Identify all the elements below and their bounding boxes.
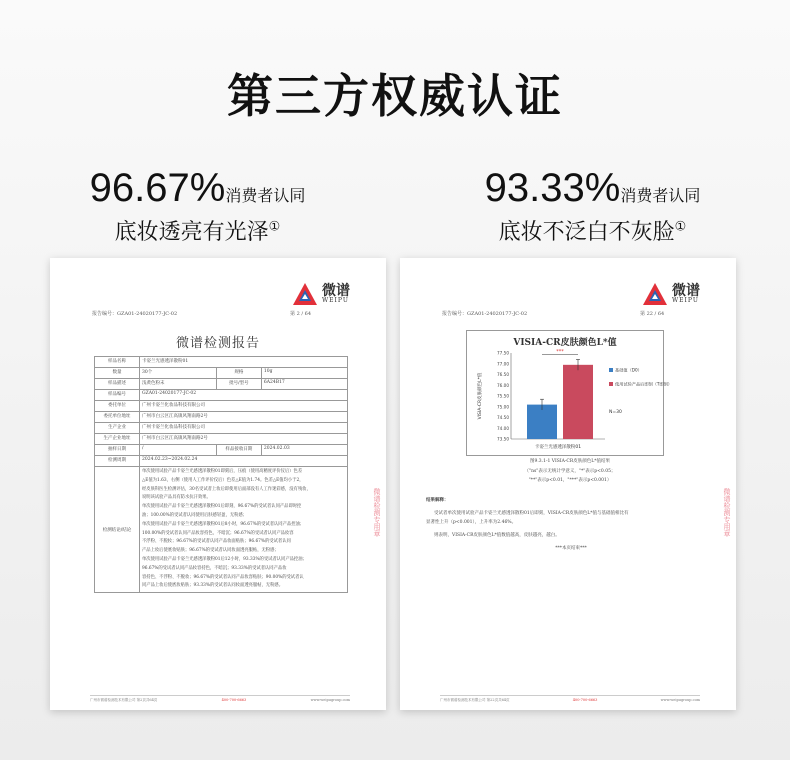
conclusion-line: 容持色、不浮粉、不脱妆；96.67%的受试者认同产品妆容贴肤；90.00%的受试者认 [142,574,304,580]
results-line: 显著性上升（p<0.001），上升率为2.46%。 [426,520,517,525]
page-end-marker: ***本页结束*** [555,546,587,551]
footer-website: www.weipugroup.com [660,698,700,702]
table-key: 样品名称 [95,357,140,368]
table-key: 委托单位 [95,401,140,412]
y-axis-label: VISIA-CR皮肤颜色L*值 [478,372,483,420]
page-title: 第三方权威认证 [227,69,563,123]
conclusion-line: 产品上妆后使底妆贴肤；96.67%的受试者认同妆面透亮服帖，无粉感； [142,548,279,554]
table-value: 10g [261,368,347,379]
table-value: 卡姿兰光感透泽散粉01 [140,357,348,368]
conclusion-line: 单次使用试验产品卡姿兰光感透泽散粉01后12小时，93.33%的受试者认同产品控油； [142,556,307,562]
y-tick-label: 75.50 [497,393,509,399]
footer-company: 广州市微谱检测技术有限公司 第2页共64页 [90,698,158,702]
brand-logo [642,282,700,306]
bar-chart [467,331,672,455]
table-key: 委托单位地址 [95,412,140,423]
table-row [95,379,348,390]
table-row [95,368,348,379]
brand-logo [292,282,350,306]
weipu-logo-icon [642,282,668,306]
significance-label: *** [556,348,564,355]
table-key: 生产企业 [95,423,140,434]
table-key: 抽样日期 [95,445,140,456]
brand-name-en: WEIPU [672,297,699,304]
brand-name-en: WEIPU [322,297,349,304]
table-value: 2024.02.03 [261,445,347,456]
stat-percent: 93.33% [484,166,621,210]
table-row [95,423,348,434]
table-value: 2024.02.23~2024.02.24 [140,456,348,467]
report-page-right [400,258,736,710]
brand-name-cn: 微谱 [322,283,350,299]
results-line: 则表明，VISIA-CR皮肤颜色L*值数值越高，皮肤越亮，越白。 [434,533,560,538]
table-value: 广州卡姿兰化妆品科技有限公司 [140,401,348,412]
table-key: 样品接收日期 [216,445,261,456]
legend-label: 使用试验产品后即刻（T即刻） [615,381,672,387]
chart-caption: 图9.3.1-1 VISIA-CR皮肤颜色L*值结果 [530,459,610,464]
report-page-number: 第 22 / 64 [640,311,665,317]
report-footer [90,695,350,703]
legend-label: 基础值（D0） [615,367,642,373]
sample-size-label: N=30 [609,410,622,415]
footer-phone: 400-700-6663 [572,698,598,702]
table-value: 广州卡姿兰化妆品科技有限公司 [140,423,348,434]
y-tick-label: 77.50 [497,350,509,356]
table-key: 数量 [95,368,140,379]
table-value: 广州市白云区江高镇风翔南路2号 [140,434,348,445]
y-tick-label: 74.50 [497,415,509,420]
report-number: 报告编号：GZA01-24020177-JC-02 [92,311,178,317]
seal-stamp: 微谱检测专用章 [723,488,731,537]
y-tick-label: 76.50 [497,372,509,377]
conclusion-line: 100.00%的受试者认同产品妆容持色，不暗沉；96.67%的受试者认同产品妆容 [142,530,294,536]
table-row [95,467,348,593]
stat-right [395,165,790,246]
table-key: 规格 [216,368,261,379]
chart-frame [466,330,672,456]
y-tick-label: 74.00 [497,425,509,431]
conclusion-line: 单次使用试验产品卡姿兰光感透泽散粉01即刻后，压痕（使用高精度评价仪后）色差 [142,469,303,474]
report-number: 报告编号：GZA01-24020177-JC-02 [442,311,528,317]
y-tick-label: 73.50 [497,436,509,442]
table-value: 广州市白云区江高镇风翔南路2号 [140,412,348,423]
table-key: 样品编号 [95,390,140,401]
conclusion-line: 油；100.00%的受试者认同使用后肤感轻盈，无粉感； [142,512,248,518]
table-value: GZA01-24020177-JC-02 [140,390,348,401]
stat-suffix: 消费者认同 [620,186,701,205]
results-title: 结果解释： [426,498,449,503]
footnote-marker: ① [268,219,281,235]
conclusion-line: 同产品上妆后使底妆贴肤；93.33%的受试者认同妆面透亮服帖，无粉感。 [142,583,283,589]
bar-immediate [563,365,593,439]
stat-percent: 96.67% [89,166,226,210]
stat-left [0,165,395,246]
table-row [95,357,348,368]
table-key: 批号/型号 [216,379,261,390]
footnote-marker: ① [674,219,687,235]
conclusion-line: 经皮肤科医生检测评估，30名受试者上妆后即使用后面部没有人工作迷彩感，没有残妆， [142,486,311,492]
y-tick-label: 76.00 [497,382,509,388]
report-page-left [50,258,386,710]
chart-title: VISIA-CR皮肤颜色L*值 [513,338,617,348]
report-info-table [94,356,348,593]
report-title: 微谱检测报告 [175,336,260,351]
table-key: 生产企业地址 [95,434,140,445]
table-value: 30个 [140,368,217,379]
brand-name-cn: 微谱 [672,283,700,299]
table-key: 样品描述 [95,379,140,390]
seal-stamp: 微谱检测专用章 [373,488,381,537]
conclusion-line: 不浮粉、不脱妆；96.67%的受试者认同产品妆面贴肤；96.67%的受试者认同 [142,539,291,545]
x-axis-label: 卡姿兰光感透泽散粉01 [534,445,582,450]
conclusion-line: △E值为1.63，右侧（使用人工作评价仪后）色差△E值为1.74。色差△E值均小于2， [142,477,304,483]
y-tick-label: 75.00 [497,404,509,410]
stat-claim: 底妆不泛白不灰脸 [498,220,675,245]
table-value: / [140,445,217,456]
table-row [95,401,348,412]
table-row [95,434,348,445]
footer-company: 广州市微谱检测技术有限公司 第22页共64页 [440,698,510,702]
chart-caption-note: （"ns"表示无统计学意义，"*"表示p<0.05； [524,469,616,474]
report-footer [440,695,700,703]
table-value: 6A24B17 [261,379,347,390]
table-row [95,456,348,467]
chart-caption-note: "**"表示p<0.01，"***"表示p<0.001） [528,478,612,483]
conclusion-text [140,467,348,593]
report-page-number: 第 2 / 64 [290,311,311,317]
footer-website: www.weipugroup.com [310,698,350,702]
conclusion-line: 单次使用试验产品卡姿兰光感透泽散粉01后8小时，96.67%的受试者认同产品控油； [142,521,305,527]
y-tick-label: 77.00 [497,361,509,367]
conclusion-line: 96.67%的受试者认同产品妆容持色，不暗沉；93.33%的受试者认同产品妆 [142,565,287,571]
stat-suffix: 消费者认同 [225,186,306,205]
legend-swatch [609,368,613,372]
table-key: 检测周期 [95,456,140,467]
weipu-logo-icon [292,282,318,306]
legend-swatch [609,382,613,386]
conclusion-line: 说明该试验产品具有防水抗汗效果。 [142,495,211,501]
table-row [95,445,348,456]
table-value: 浅黄色粉末 [140,379,217,390]
results-line: 受试者单次使用试验产品卡姿兰光感透泽散粉01后即刻，VISIA-CR皮肤颜色L*值与基础值相比有 [434,511,629,516]
stat-claim: 底妆透亮有光泽 [114,220,269,245]
table-row [95,412,348,423]
footer-phone: 400-700-6663 [221,698,247,702]
conclusion-line: 单次使用试验产品卡姿兰光感透泽散粉01后即刻，96.67%的受试者认同产品即时控 [142,504,302,510]
table-row [95,390,348,401]
table-key: 检测结论/结论 [95,467,140,593]
